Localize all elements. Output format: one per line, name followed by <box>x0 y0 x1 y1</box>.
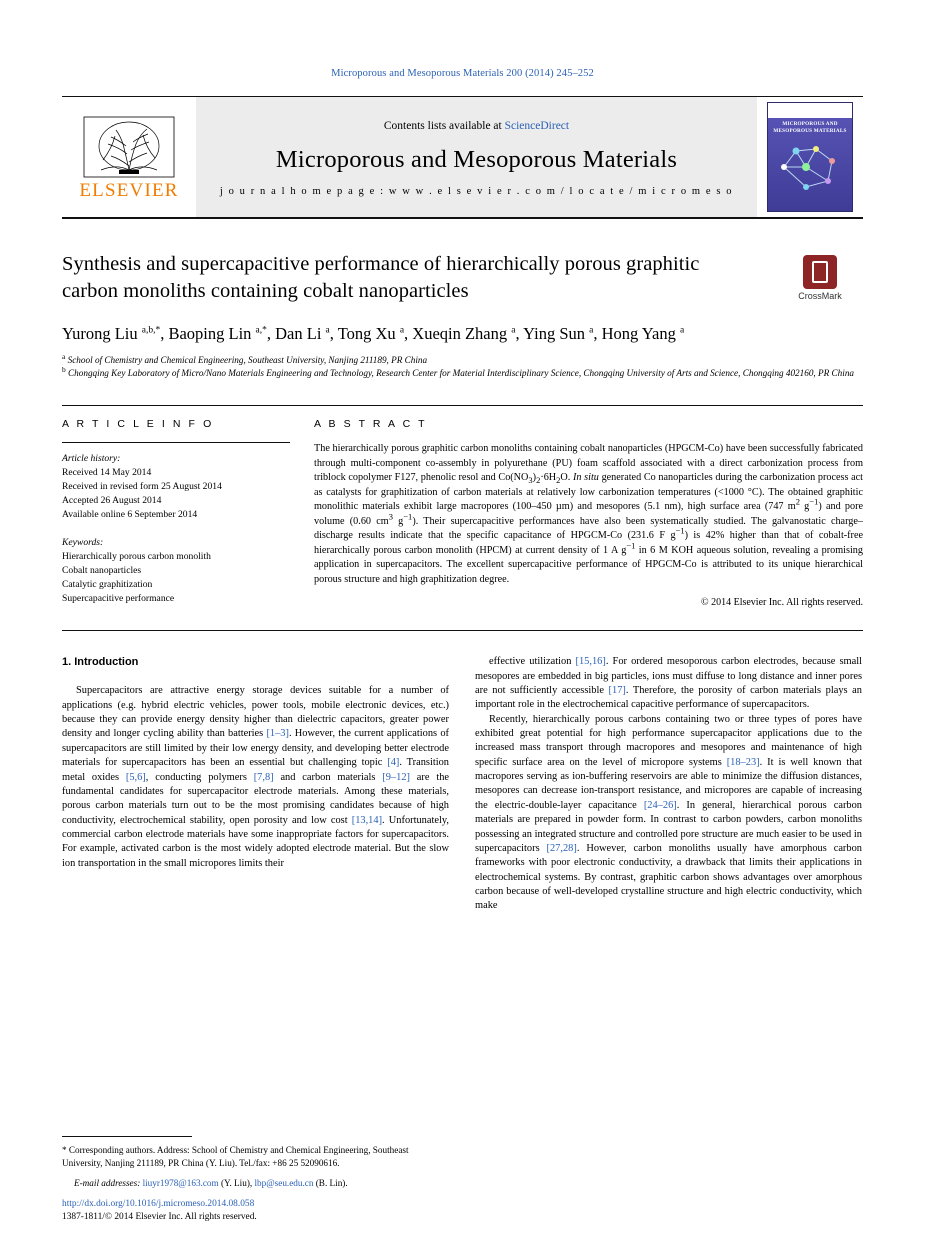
paragraph-intro-right-1: effective utilization [15,16]. For ordered mesoporous carbon electrodes, because small mesopores are embedded in big particles, ions must diffuse to long distance and inner pores are not sufficiently accessible [17]. Therefore, the porosity of carbon materials plays an important role in the electrochemical capacitive performance of supercapacitors. <box>475 656 862 711</box>
contents-available-line <box>384 120 569 132</box>
journal-reference: Microporous and Mesoporous Materials 200 (2014) 245–252 <box>331 68 594 79</box>
footnote-divider <box>62 1136 192 1137</box>
journal-header-center <box>196 97 757 217</box>
article-info-column <box>62 418 314 608</box>
cover-title: MICROPOROUS AND MESOPOROUS MATERIALS <box>773 121 847 134</box>
sciencedirect-link[interactable]: ScienceDirect <box>504 119 570 132</box>
journal-title: Microporous and Mesoporous Materials <box>275 145 678 173</box>
keywords-label: Keywords: <box>62 536 104 548</box>
journal-homepage[interactable]: j o u r n a l h o m e p a g e : w w w . e l s e v i e r . c o m / l o c a t e / m i c r o m e s o <box>219 185 734 197</box>
page-title: Synthesis and supercapacitive performance of hierarchically porous graphitic carbon monoliths containing cobalt nanoparticles <box>62 253 700 303</box>
elsevier-tree-icon <box>83 116 175 178</box>
cover-thumbnail <box>767 102 853 212</box>
citation-24-26[interactable]: [24–26] <box>643 799 677 811</box>
history-item-2: Accepted 26 August 2014 <box>62 495 162 507</box>
paragraph-intro-right-2: Recently, hierarchically porous carbons containing two or three types of pores have exhibited great potential for high performance supercapacitor applications due to the increased mass transport through macropores and mesopores and maintenance of high specific surface area on the level of micropore systems [18–23]. It is well known that macropores serving as ion-buffering reservoirs are able to minimize the diffusion distances, mesopores can decrease ion-transport resistance, and micropores are capable of increasing the electric-double-layer capacitance [24–26]. In general, hierarchical porous carbon materials are prepared in powder form. In contrast to carbon powders, carbon monoliths possessing an integrated structure and controlled pore structure are much easier to be used in supercapacitors [27,28]. However, carbon monoliths usually have amorphous carbon frameworks with poor electronic conductivity, a drawback that limits their applications in electrochemical systems. By contrast, graphitic carbon shows advantages over amorphous carbon because of well-developed crystalline structure and high electric conductivity, which make <box>475 713 862 912</box>
paragraph-intro-left: Supercapacitors are attractive energy storage devices suitable for a number of applications (e.g. hybrid electric vehicles, power tools, mobile electronic devices, etc.) because they can provide energy density higher than dielectric capacitors, greater power density and longer cycling ability than batteries [1–3]. However, the current applications of supercapacitors are still limited by their low energy density, and developing better electrode materials for supercapacitors has been an essential but challenging topic [4]. Transition metal oxides [5,6], conducting polymers [7,8] and carbon materials [9–12] are the fundamental candidates for supercapacitor electrode materials. Among these materials, porous carbon materials turn out to be the most promising candidates because of high conductivity, electrochemical stability, open porosity and low cost [13,14]. Unfortunately, commercial carbon electrode materials have some inappropriate factors for supercapacitors. For example, activated carbon is the most widely adopted electrode material. But the slow ion transportation in the small micropores limits their <box>62 685 450 869</box>
citation-18-23[interactable]: [18–23] <box>726 756 760 768</box>
contents-prefix: Contents lists available at <box>383 119 505 132</box>
body-columns <box>62 655 863 913</box>
keyword-2: Catalytic graphitization <box>62 578 153 590</box>
email-label: E-mail addresses: <box>74 1177 141 1188</box>
journal-cover <box>757 97 863 217</box>
citation-5-6[interactable]: [5,6] <box>125 771 146 783</box>
history-item-0: Received 14 May 2014 <box>62 467 152 479</box>
citation-27-28[interactable]: [27,28] <box>546 842 577 854</box>
abstract-text: The hierarchically porous graphitic carbon monoliths containing cobalt nanoparticles (HPGCM-Co) have been successfully fabricated through multi-component co-assembly in polyurethane (PU) foam scaffold associated with a direct carbonization process from triblock copolymer F127, phenolic resol and $Co(NO_3)_2\cdot 6H_2O$. In situ generated Co nanoparticles during the carbonization process act as catalysts for graphitization of carbon materials at relatively low carbonization temperatures (<1000 °C). The obtained graphitic monolithic materials exhibit large macropores (100–450 µm) and mesopores (5.1 nm), high surface area (747 $m^2$ $g^{-1}$) and pore volume (0.60 $cm^3$ $g^{-1}$). Their supercapacitive performances have also been systematically studied. The galvanostatic charge–discharge results indicate that the specific capacitance of HPGCM-Co (231.6 F $g^{-1}$) is 42% higher than that of cobalt-free hierarchically porous carbon monolith (HPCM) at current density of 1 A $g^{-1}$ in 6 M KOH aqueous solution, revealing a promising application in supercapacitors. The excellent supercapacitive performance of HPGCM-Co is attributed to its unique hierarchical porous structure and high graphitization degree. <box>314 443 864 585</box>
journal-masthead <box>62 96 863 219</box>
email-link-1[interactable]: liuyr1978@163.com <box>142 1177 219 1188</box>
article-content <box>62 251 863 914</box>
keyword-3: Supercapacitive performance <box>62 592 175 604</box>
keyword-0: Hierarchically porous carbon monolith <box>62 550 211 562</box>
keywords <box>62 536 290 606</box>
email-owner-2: (B. Lin). <box>315 1177 348 1188</box>
citation-1-3[interactable]: [1–3] <box>266 728 289 740</box>
affiliations <box>62 351 863 379</box>
email-owner-1: (Y. Liu), <box>220 1177 253 1188</box>
abstract-column <box>314 418 863 608</box>
email-link-2[interactable]: lbp@seu.edu.cn <box>254 1177 314 1188</box>
citation-15-16[interactable]: [15,16] <box>575 656 606 668</box>
issn-copyright: 1387-1811/© 2014 Elsevier Inc. All rights reserved. <box>62 1211 257 1222</box>
cover-artwork-icon <box>774 137 844 195</box>
elsevier-wordmark: ELSEVIER <box>79 180 179 201</box>
title-block <box>62 251 863 379</box>
info-divider <box>62 442 290 443</box>
doi-block <box>62 1198 257 1224</box>
keyword-1: Cobalt nanoparticles <box>62 564 142 576</box>
citation-4[interactable]: [4] <box>387 757 400 769</box>
citation-7-8[interactable]: [7,8] <box>253 771 274 783</box>
corresponding-author-footnote <box>62 1136 449 1190</box>
abstract-heading: A B S T R A C T <box>314 418 428 431</box>
crossmark-label: CrossMark <box>798 291 842 301</box>
history-item-3: Available online 6 September 2014 <box>62 509 198 521</box>
citation-9-12[interactable]: [9–12] <box>382 771 410 783</box>
doi-link[interactable]: http://dx.doi.org/10.1016/j.micromeso.2014.08.058 <box>62 1198 255 1209</box>
citation-17[interactable]: [17] <box>608 684 626 696</box>
body-column-left <box>62 655 449 913</box>
cover-top-bar <box>768 103 852 118</box>
info-abstract-section <box>62 405 863 608</box>
citation-13-14[interactable]: [13,14] <box>351 814 383 826</box>
history-item-1: Received in revised form 25 August 2014 <box>62 481 222 493</box>
abstract-copyright: © 2014 Elsevier Inc. All rights reserved. <box>700 597 863 609</box>
affiliation-b: $^b$ Chongqing Key Laboratory of Micro/Nano Materials Engineering and Technology, Research Center for Material Interdisciplinary Science, Chongqing University of Arts and Science, Chongqing 402160, PR China <box>62 364 855 378</box>
publisher-logo <box>62 97 196 217</box>
section-heading-introduction: 1. Introduction <box>62 656 139 669</box>
corresponding-author-note: * Corresponding authors. Address: School of Chemistry and Chemical Engineering, Southeast University, Nanjing 211189, PR China (Y. Liu). Tel./fax: +86 25 52090616. <box>62 1144 409 1168</box>
crossmark-badge[interactable] <box>777 255 863 301</box>
article-history <box>62 452 290 522</box>
email-addresses <box>62 1177 449 1190</box>
author-list: Yurong Liu $^{a,b,*}$, Baoping Lin $^{a,*}$, Dan Li $^a$, Tong Xu $^a$, Xueqin Zhang $^a$, Ying Sun $^a$, Hong Yang $^a$ <box>62 324 685 344</box>
body-column-right <box>475 655 862 913</box>
history-label: Article history: <box>62 453 121 465</box>
body-divider <box>62 630 863 631</box>
crossmark-icon <box>803 255 837 289</box>
article-info-heading: A R T I C L E I N F O <box>62 418 214 431</box>
affiliation-a: $^a$ School of Chemistry and Chemical Engineering, Southeast University, Nanjing 211189, PR China <box>62 351 428 366</box>
